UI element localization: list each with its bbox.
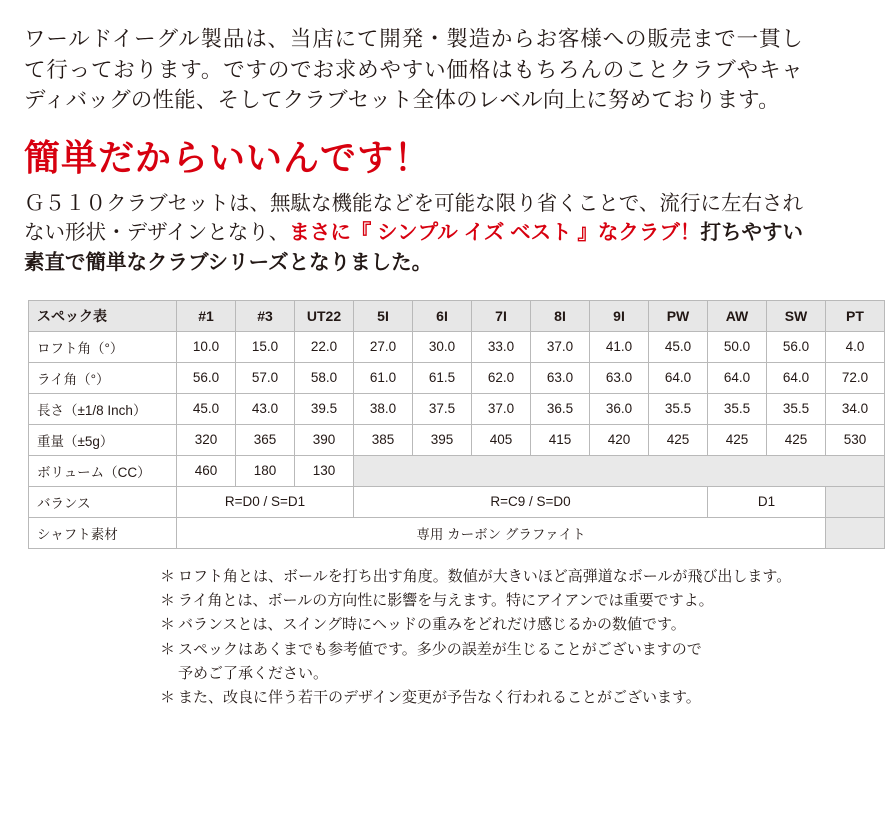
row-label: 重量（±5g） bbox=[29, 424, 177, 455]
table-row bbox=[29, 455, 885, 486]
cell: 425 bbox=[767, 424, 826, 455]
cell: 41.0 bbox=[590, 331, 649, 362]
cell-group: 専用 カーボン グラファイト bbox=[177, 517, 826, 548]
cell: 36.5 bbox=[531, 393, 590, 424]
cell: 50.0 bbox=[708, 331, 767, 362]
row-label: 長さ（±1/8 Inch） bbox=[29, 393, 177, 424]
table-row bbox=[29, 517, 885, 548]
cell: 530 bbox=[826, 424, 885, 455]
cell: 36.0 bbox=[590, 393, 649, 424]
spec-col-header: SW bbox=[767, 300, 826, 331]
cell-group: R=C9 / S=D0 bbox=[354, 486, 708, 517]
note-subtext: 予めご了承ください。 bbox=[178, 665, 329, 683]
row-label: ロフト角（°） bbox=[29, 331, 177, 362]
cell: 460 bbox=[177, 455, 236, 486]
spec-col-header: AW bbox=[708, 300, 767, 331]
cell: 22.0 bbox=[295, 331, 354, 362]
cell: 61.0 bbox=[354, 362, 413, 393]
cell: 415 bbox=[531, 424, 590, 455]
cell-empty bbox=[354, 455, 885, 486]
list-item bbox=[160, 589, 805, 613]
cell: 30.0 bbox=[413, 331, 472, 362]
cell: 180 bbox=[236, 455, 295, 486]
cell-group: D1 bbox=[708, 486, 826, 517]
cell: 37.0 bbox=[531, 331, 590, 362]
spec-col-header: PW bbox=[649, 300, 708, 331]
cell: 43.0 bbox=[236, 393, 295, 424]
list-item bbox=[160, 613, 805, 637]
cell: 56.0 bbox=[177, 362, 236, 393]
cell: 27.0 bbox=[354, 331, 413, 362]
star-icon: ＊ bbox=[160, 640, 176, 658]
cell: 10.0 bbox=[177, 331, 236, 362]
cell: 45.0 bbox=[177, 393, 236, 424]
cell: 39.5 bbox=[295, 393, 354, 424]
cell: 64.0 bbox=[767, 362, 826, 393]
cell: 4.0 bbox=[826, 331, 885, 362]
spec-col-header: 7I bbox=[472, 300, 531, 331]
cell: 37.5 bbox=[413, 393, 472, 424]
cell: 56.0 bbox=[767, 331, 826, 362]
row-label: シャフト素材 bbox=[29, 517, 177, 548]
spec-corner-label: スペック表 bbox=[29, 300, 177, 331]
cell-empty bbox=[826, 517, 885, 548]
note-text: ライ角とは、ボールの方向性に影響を与えます。特にアイアンでは重要ですよ。 bbox=[178, 592, 714, 610]
cell: 320 bbox=[177, 424, 236, 455]
cell: 33.0 bbox=[472, 331, 531, 362]
intro-paragraph: ワールドイーグル製品は、当店にて開発・製造からお客様への販売まで一貫して行っております。ですのでお求めやすい価格はもちろんのことクラブやキャディバッグの性能、そしてクラブセット全体のレベル向上に努めております。 bbox=[24, 27, 803, 113]
table-row bbox=[29, 331, 885, 362]
star-icon: ＊ bbox=[160, 689, 176, 707]
list-item bbox=[160, 686, 805, 710]
cell: 35.5 bbox=[767, 393, 826, 424]
lead-part-2: 打ちやすい素直で簡単なクラブシリーズとなりました。 bbox=[24, 221, 804, 275]
list-item bbox=[160, 565, 805, 589]
row-label: ライ角（°） bbox=[29, 362, 177, 393]
cell: 63.0 bbox=[590, 362, 649, 393]
lead-part-1: Ｇ５１０クラブセットは、無駄な機能などを可能な限り省くことで、流行に左右されない形状・デザインとなり、 bbox=[24, 191, 803, 245]
table-row bbox=[29, 362, 885, 393]
cell: 61.5 bbox=[413, 362, 472, 393]
cell: 58.0 bbox=[295, 362, 354, 393]
cell: 35.5 bbox=[708, 393, 767, 424]
lead-emphasis: まさに『 シンプル イズ ベスト 』なクラブ！ bbox=[289, 221, 701, 245]
headline: 簡単だからいいんです！ bbox=[24, 136, 432, 178]
notes-list bbox=[160, 565, 805, 711]
cell: 38.0 bbox=[354, 393, 413, 424]
cell: 365 bbox=[236, 424, 295, 455]
cell: 45.0 bbox=[649, 331, 708, 362]
cell: 425 bbox=[649, 424, 708, 455]
star-icon: ＊ bbox=[160, 567, 176, 585]
cell: 385 bbox=[354, 424, 413, 455]
cell: 34.0 bbox=[826, 393, 885, 424]
cell: 64.0 bbox=[649, 362, 708, 393]
table-row bbox=[29, 424, 885, 455]
cell: 57.0 bbox=[236, 362, 295, 393]
cell: 425 bbox=[708, 424, 767, 455]
cell: 130 bbox=[295, 455, 354, 486]
cell: 64.0 bbox=[708, 362, 767, 393]
cell: 15.0 bbox=[236, 331, 295, 362]
note-text: ロフト角とは、ボールを打ち出す角度。数値が大きいほど高弾道なボールが飛び出します。 bbox=[178, 567, 792, 585]
cell: 62.0 bbox=[472, 362, 531, 393]
note-text: スペックはあくまでも参考値です。多少の誤差が生じることがございますので bbox=[178, 640, 702, 658]
lead-paragraph bbox=[24, 189, 803, 278]
spec-col-header: UT22 bbox=[295, 300, 354, 331]
cell-group: R=D0 / S=D1 bbox=[177, 486, 354, 517]
spec-table-container bbox=[28, 300, 869, 549]
spec-col-header: 6I bbox=[413, 300, 472, 331]
spec-col-header: #3 bbox=[236, 300, 295, 331]
spec-col-header: 5I bbox=[354, 300, 413, 331]
note-text: また、改良に伴う若干のデザイン変更が予告なく行われることがございます。 bbox=[178, 689, 701, 707]
table-row bbox=[29, 486, 885, 517]
cell-empty bbox=[826, 486, 885, 517]
spec-header-row bbox=[29, 300, 885, 331]
star-icon: ＊ bbox=[160, 592, 176, 610]
cell: 63.0 bbox=[531, 362, 590, 393]
star-icon: ＊ bbox=[160, 616, 176, 634]
list-item bbox=[160, 638, 805, 662]
spec-table bbox=[28, 300, 885, 549]
cell: 35.5 bbox=[649, 393, 708, 424]
cell: 405 bbox=[472, 424, 531, 455]
row-label: バランス bbox=[29, 486, 177, 517]
table-row bbox=[29, 393, 885, 424]
spec-col-header: 9I bbox=[590, 300, 649, 331]
spec-table-body bbox=[29, 331, 885, 548]
note-text: バランスとは、スイング時にヘッドの重みをどれだけ感じるかの数値です。 bbox=[178, 616, 686, 634]
spec-table-head bbox=[29, 300, 885, 331]
spec-col-header: 8I bbox=[531, 300, 590, 331]
cell: 37.0 bbox=[472, 393, 531, 424]
cell: 72.0 bbox=[826, 362, 885, 393]
cell: 395 bbox=[413, 424, 472, 455]
cell: 420 bbox=[590, 424, 649, 455]
spec-col-header: PT bbox=[826, 300, 885, 331]
row-label: ボリューム（CC） bbox=[29, 455, 177, 486]
spec-col-header: #1 bbox=[177, 300, 236, 331]
cell: 390 bbox=[295, 424, 354, 455]
